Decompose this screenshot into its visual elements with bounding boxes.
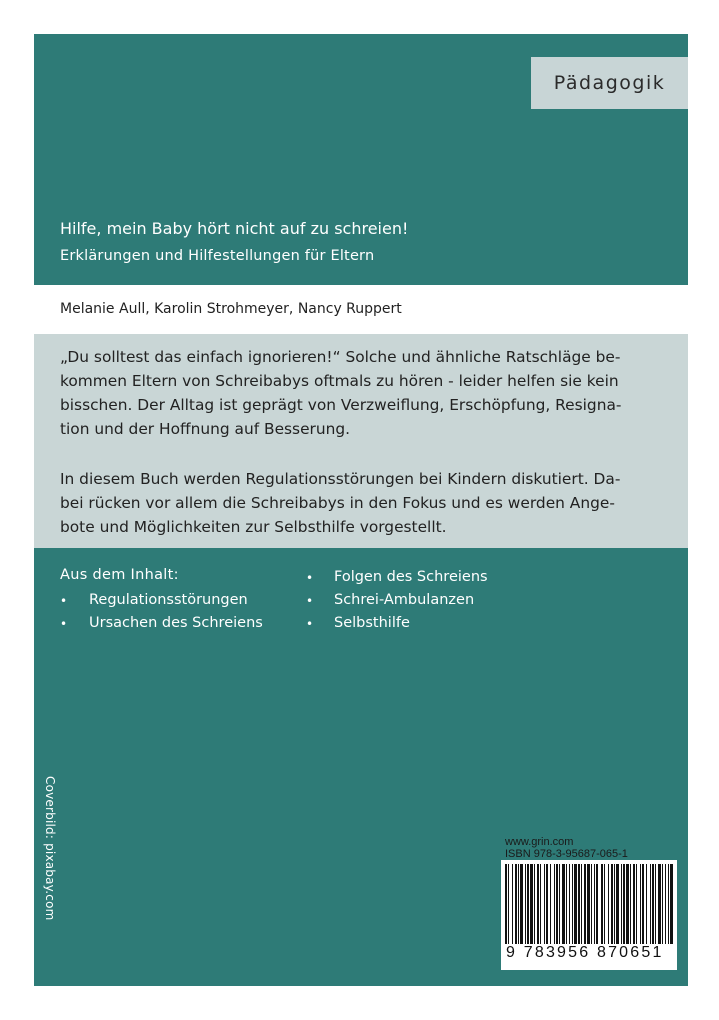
bullet-icon: •	[60, 617, 68, 631]
text-line: „Du solltest das einfach ignorieren!“ Solche und ähnliche Ratschläge be-	[60, 348, 621, 366]
text-line: bei rücken vor allem die Schreibabys in den Fokus und es werden Ange-	[60, 494, 615, 512]
authors: Melanie Aull, Karolin Strohmeyer, Nancy Ruppert	[60, 301, 402, 317]
description-paragraph-2	[60, 467, 620, 539]
bullet-icon: •	[60, 594, 68, 608]
book-subtitle: Erklärungen und Hilfestellungen für Eltern	[60, 248, 375, 264]
contents-item: Regulationsstörungen	[89, 592, 248, 608]
isbn-digits: 9 783956 870651	[506, 944, 664, 961]
text-line: bote und Möglichkeiten zur Selbsthilfe vorgestellt.	[60, 518, 447, 536]
book-title: Hilfe, mein Baby hört nicht auf zu schreien!	[60, 219, 409, 238]
bullet-icon: •	[306, 571, 314, 585]
contents-item: Folgen des Schreiens	[334, 569, 488, 585]
barcode-icon	[501, 864, 677, 946]
isbn-label: ISBN 978-3-95687-065-1	[505, 848, 628, 860]
contents-item: Schrei-Ambulanzen	[334, 592, 475, 608]
cover-credit: Coverbild: pixabay.com	[43, 776, 57, 921]
text-line: In diesem Buch werden Regulationsstörungen bei Kindern diskutiert. Da-	[60, 470, 621, 488]
bullet-icon: •	[306, 594, 314, 608]
publisher-url: www.grin.com	[505, 836, 574, 848]
bullet-icon: •	[306, 617, 314, 631]
text-line: tion und der Hoffnung auf Besserung.	[60, 420, 351, 438]
text-line: bisschen. Der Alltag ist geprägt von Verzweiflung, Erschöpfung, Resigna-	[60, 396, 622, 414]
contents-item: Ursachen des Schreiens	[89, 615, 263, 631]
category-label: Pädagogik	[531, 57, 688, 109]
contents-item: Selbsthilfe	[334, 615, 410, 631]
contents-heading: Aus dem Inhalt:	[60, 567, 179, 583]
text-line: kommen Eltern von Schreibabys oftmals zu hören - leider helfen sie kein	[60, 372, 619, 390]
description-paragraph-1	[60, 345, 621, 441]
